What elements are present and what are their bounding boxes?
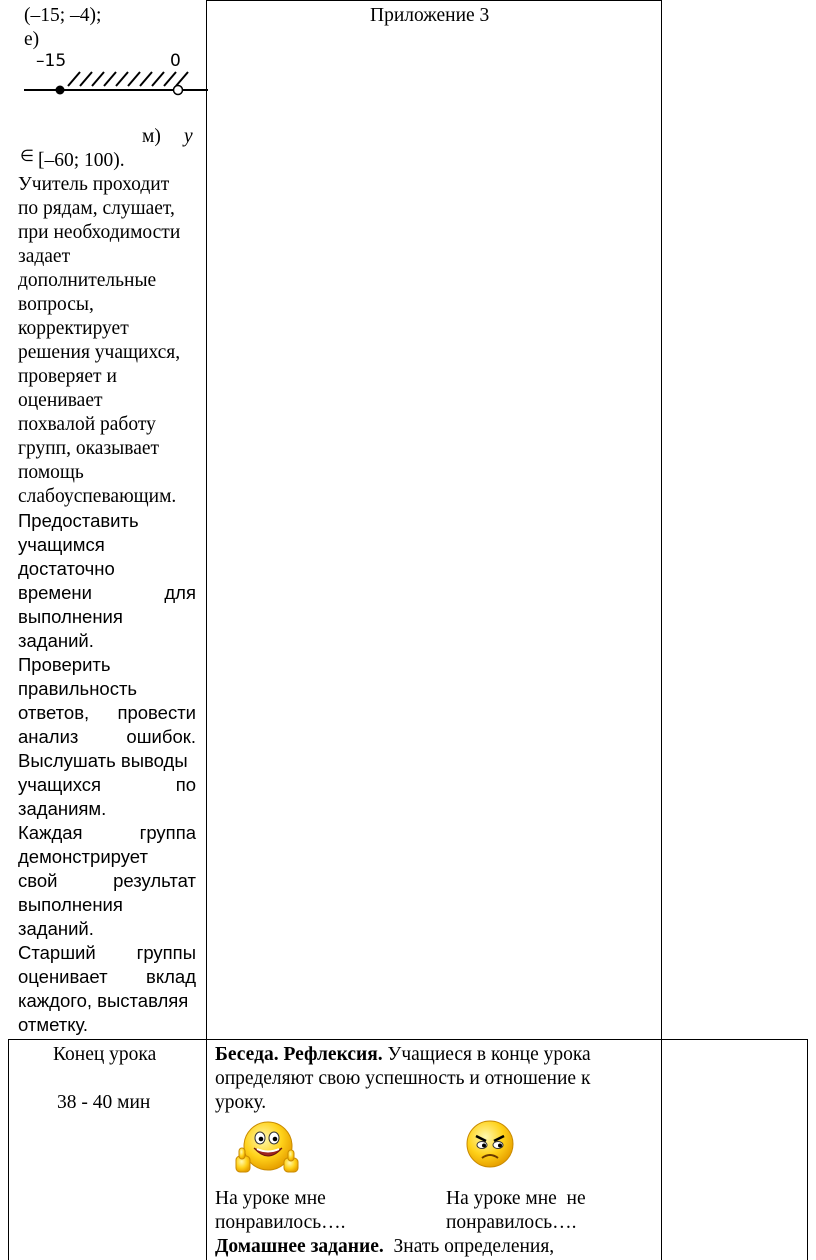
- col-divider-2-top: [661, 0, 662, 1040]
- homework-line: [215, 1235, 554, 1259]
- instruction-line: [18, 557, 196, 581]
- col-divider-1-bottom: [206, 1039, 207, 1260]
- instruction-line: [18, 821, 196, 845]
- instruction-word: ответов,: [18, 702, 90, 723]
- text-line: по рядам, слушает,: [18, 198, 175, 219]
- text-line: задает: [18, 246, 71, 267]
- instruction-word: демонстрирует: [18, 846, 148, 867]
- instruction-word: Старший: [18, 942, 96, 963]
- reflection-heading-bold: Беседа. Рефлексия.: [215, 1044, 383, 1065]
- instruction-line: [18, 509, 196, 533]
- instruction-line: [18, 725, 196, 749]
- happy-thumbs-up-smiley-icon: [230, 1118, 300, 1180]
- instruction-word: достаточно: [18, 558, 115, 579]
- reflection-line-2: определяют свою успешность и отношение к: [215, 1068, 591, 1089]
- liked-caption-line-1: На уроке мне: [215, 1188, 326, 1209]
- text-line: проверяет и: [18, 366, 117, 387]
- instruction-line: [18, 917, 196, 941]
- instruction-line: [18, 845, 196, 869]
- left-border-bottom: [8, 1039, 9, 1260]
- disliked-caption-line-1: На уроке мне не: [446, 1188, 586, 1209]
- instruction-word: для: [164, 582, 196, 603]
- text-line: вопросы,: [18, 294, 94, 315]
- instruction-word: группы: [136, 942, 196, 963]
- instruction-line: [18, 965, 196, 989]
- number-line-figure: [18, 48, 210, 102]
- instructions-text: [18, 509, 196, 1037]
- col-divider-2-bottom: [661, 1039, 662, 1260]
- hatching: [68, 72, 188, 86]
- homework-bold: Домашнее задание.: [215, 1236, 384, 1257]
- instruction-word: провести: [117, 702, 196, 723]
- instruction-line: [18, 893, 196, 917]
- instruction-word: оценивает: [18, 966, 108, 987]
- instruction-line: [18, 653, 196, 677]
- instruction-line: [18, 749, 196, 773]
- liked-caption-line-2: понравилось….: [215, 1212, 346, 1233]
- instruction-word: ошибок.: [126, 726, 196, 747]
- table-border-top: [206, 0, 662, 1]
- text-line: дополнительные: [18, 270, 157, 291]
- instruction-line: [18, 1013, 196, 1037]
- instruction-line: [18, 605, 196, 629]
- closed-point: [56, 86, 65, 95]
- instruction-word: учащимся: [18, 534, 105, 555]
- item-m-label: м): [142, 126, 161, 147]
- text-line: корректирует: [18, 318, 129, 339]
- stage-time: 38 - 40 мин: [57, 1092, 151, 1113]
- instruction-word: результат: [113, 870, 196, 891]
- instruction-word: свой: [18, 870, 58, 891]
- instruction-word: заданий.: [18, 630, 94, 651]
- instruction-line: [18, 989, 196, 1013]
- instruction-word: по: [175, 774, 196, 795]
- instruction-line: [18, 869, 196, 893]
- tick-label-right: 0: [170, 51, 181, 71]
- text-line: оценивает: [18, 390, 103, 411]
- instruction-word: учащихся: [18, 774, 102, 795]
- element-of-symbol: ∈: [20, 148, 34, 165]
- reflection-heading-line: [215, 1043, 591, 1067]
- instruction-word: Каждая: [18, 822, 83, 843]
- text-line: помощь: [18, 462, 84, 483]
- instruction-line: [18, 941, 196, 965]
- row-divider: [8, 1039, 808, 1040]
- instruction-word: каждого, выставляя: [18, 990, 189, 1011]
- tick-label-left: –15: [36, 51, 67, 71]
- text-line: похвалой работу: [18, 414, 156, 435]
- instruction-line: [18, 581, 196, 605]
- instruction-word: выполнения: [18, 606, 123, 627]
- instruction-word: анализ: [18, 726, 79, 747]
- stage-name: Конец урока: [53, 1044, 157, 1065]
- reflection-line-3: уроку.: [215, 1092, 267, 1113]
- open-point: [174, 86, 183, 95]
- teacher-activity-text: [18, 173, 180, 509]
- text-line: слабоуспевающим.: [18, 486, 177, 507]
- instruction-line: [18, 629, 196, 653]
- instruction-word: вклад: [145, 966, 196, 987]
- instruction-word: правильность: [18, 678, 138, 699]
- text-line: групп, оказывает: [18, 438, 160, 459]
- reflection-heading-rest: Учащиеся в конце урока: [382, 1044, 591, 1065]
- instruction-word: заданий.: [18, 918, 94, 939]
- instruction-word: Выслушать выводы: [18, 750, 188, 771]
- item-e-label: е): [24, 29, 40, 50]
- text-line: Учитель проходит: [18, 174, 170, 195]
- instruction-line: [18, 701, 196, 725]
- instruction-word: отметку.: [18, 1014, 89, 1035]
- right-border-bottom: [807, 1039, 808, 1260]
- homework-rest: Знать определения,: [383, 1236, 555, 1257]
- instruction-word: выполнения: [18, 894, 123, 915]
- grumpy-smiley-icon: [464, 1118, 518, 1172]
- instruction-word: Предоставить: [18, 510, 139, 531]
- instruction-line: [18, 773, 196, 797]
- col-divider-1-top: [206, 0, 207, 1040]
- interval-answer: (–15; –4);: [24, 5, 102, 26]
- appendix-label: Приложение 3: [370, 5, 490, 26]
- text-line: при необходимости: [18, 222, 181, 243]
- instruction-line: [18, 533, 196, 557]
- item-m-interval: [–60; 100).: [38, 150, 125, 171]
- instruction-word: Проверить: [18, 654, 111, 675]
- disliked-caption-line-2: понравилось….: [446, 1212, 577, 1233]
- instruction-word: группа: [139, 822, 196, 843]
- text-line: решения учащихся,: [18, 342, 181, 363]
- instruction-word: заданиям.: [18, 798, 107, 819]
- instruction-word: времени: [18, 582, 92, 603]
- item-m-variable: y: [184, 126, 193, 147]
- instruction-line: [18, 797, 196, 821]
- instruction-line: [18, 677, 196, 701]
